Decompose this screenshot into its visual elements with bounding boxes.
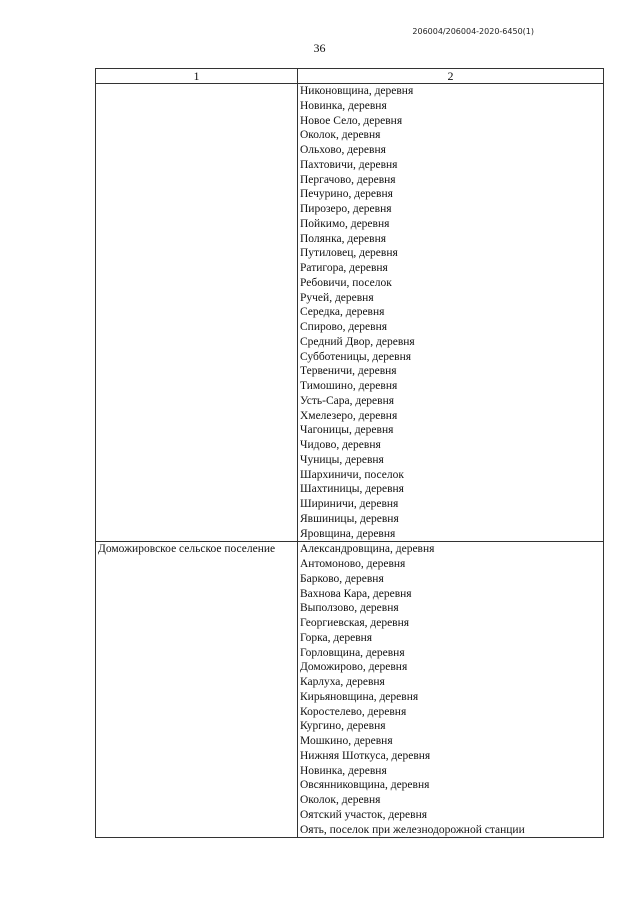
settlements-table — [95, 68, 604, 838]
settlement-item: Карлуха, деревня — [300, 676, 385, 688]
settlement-item: Оятский участок, деревня — [300, 808, 428, 821]
settlements-cell — [298, 542, 604, 838]
settlement-item: Нижняя Шоткуса, деревня — [300, 749, 431, 762]
settlement-item: Антомоново, деревня — [300, 558, 406, 570]
settlement-item: Полянка, деревня — [300, 232, 387, 245]
settlement-item: Овсянниковщина, деревня — [300, 779, 430, 792]
settlement-item: Никоновщина, деревня — [300, 85, 414, 97]
settlement-item: Околок, деревня — [300, 129, 381, 142]
settlements-cell — [298, 84, 604, 542]
settlement-item: Горловщина, деревня — [300, 646, 405, 659]
settlement-item: Тервеничи, деревня — [300, 365, 397, 378]
settlement-item: Чуницы, деревня — [300, 453, 384, 466]
column-header-2: 2 — [298, 69, 604, 84]
settlement-item: Околок, деревня — [300, 794, 381, 806]
settlement-item: Барково, деревня — [300, 572, 384, 585]
table-row — [96, 542, 604, 838]
settlement-item: Вахнова Кара, деревня — [300, 587, 412, 600]
settlement-item: Путиловец, деревня — [300, 247, 398, 260]
settlement-item: Новинка, деревня — [300, 764, 387, 777]
settlement-item: Оять, поселок при железнодорожной станции — [300, 823, 525, 836]
settlement-item: Ратигора, деревня — [300, 262, 388, 274]
settlement-item: Субботеницы, деревня — [300, 350, 412, 363]
settlement-item: Шархиничи, поселок — [300, 468, 404, 481]
settlement-item: Чидово, деревня — [300, 439, 381, 451]
settlement-item: Пирозеро, деревня — [300, 203, 392, 215]
settlement-item: Ольхово, деревня — [300, 144, 386, 156]
settlement-item: Кирьяновщина, деревня — [300, 690, 419, 703]
page-number: 36 — [313, 41, 326, 55]
settlement-item: Пахтовичи, деревня — [300, 158, 398, 171]
settlement-item: Чагоницы, деревня — [300, 424, 394, 437]
settlement-item: Печурино, деревня — [300, 188, 393, 201]
settlement-item: Пергачово, деревня — [300, 173, 396, 186]
settlement-item: Пойкимо, деревня — [300, 217, 390, 230]
table-body — [96, 84, 604, 838]
settlement-item: Выползово, деревня — [300, 602, 399, 615]
settlement-item: Георгиевская, деревня — [300, 617, 410, 629]
settlement-item: Тимошино, деревня — [300, 380, 398, 392]
settlement-item: Ребовичи, поселок — [300, 276, 392, 289]
settlement-item: Усть-Сара, деревня — [300, 394, 395, 407]
settlement-item: Новое Село, деревня — [300, 114, 403, 127]
settlement-item: Явшиницы, деревня — [300, 512, 399, 525]
settlement-item: Шириничи, деревня — [300, 498, 399, 510]
table-row — [96, 84, 604, 542]
settlement-item: Шахтиницы, деревня — [300, 483, 404, 496]
settlement-item: Средний Двор, деревня — [300, 335, 415, 348]
settlement-item: Хмелезеро, деревня — [300, 409, 398, 422]
settlement-item: Коростелево, деревня — [300, 705, 407, 718]
settlement-item: Яровщина, деревня — [300, 527, 396, 540]
table-header-row — [96, 69, 604, 84]
settlement-item: Горка, деревня — [300, 631, 373, 644]
column-header-1: 1 — [96, 69, 298, 84]
settlement-item: Ручей, деревня — [300, 291, 374, 304]
district-cell — [96, 542, 298, 838]
settlement-item: Кургино, деревня — [300, 720, 386, 733]
settlement-item: Мошкино, деревня — [300, 735, 393, 747]
district-cell — [96, 84, 298, 542]
document-id: 206004/206004-2020-6450(1) — [412, 27, 534, 36]
settlement-item: Середка, деревня — [300, 306, 385, 319]
settlement-item: Доможирово, деревня — [300, 661, 408, 674]
settlement-item: Новинка, деревня — [300, 99, 387, 112]
district-name: Доможировское сельское поселение — [98, 543, 276, 556]
settlement-item: Александровщина, деревня — [300, 543, 435, 556]
settlement-item: Спирово, деревня — [300, 321, 388, 333]
